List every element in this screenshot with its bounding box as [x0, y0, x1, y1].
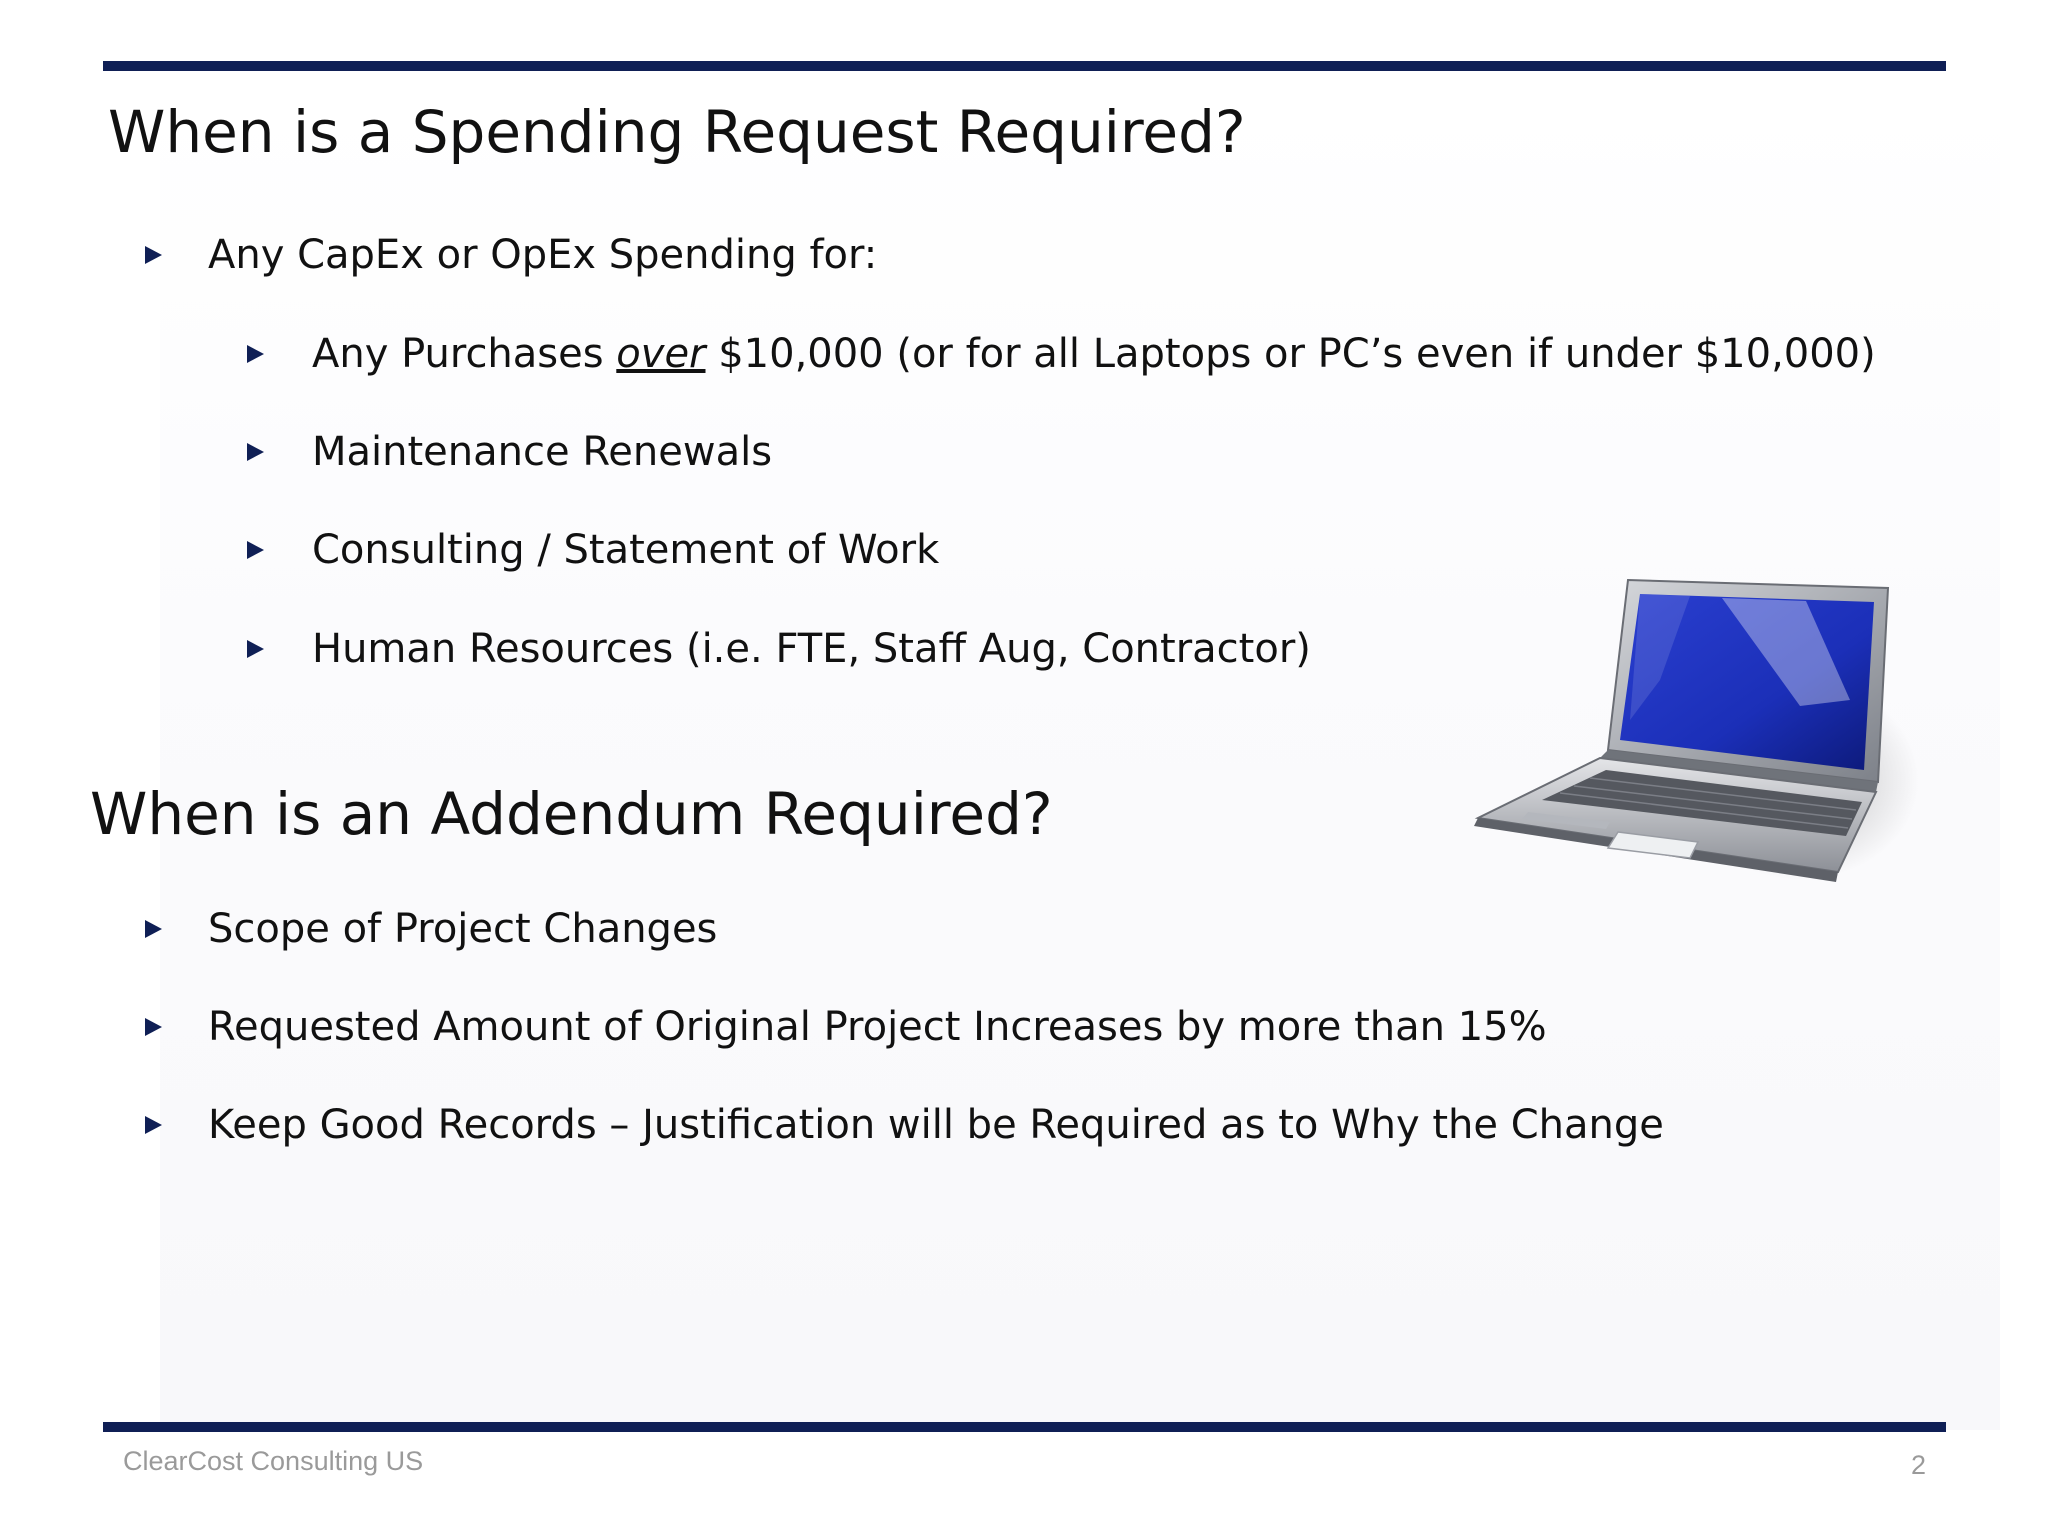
list-item	[145, 1095, 1664, 1155]
addendum-heading: When is an Addendum Required?	[90, 780, 1053, 848]
list-item	[247, 422, 772, 482]
list-item-label: Scope of Project Changes	[208, 906, 718, 952]
list-item-label: Human Resources (i.e. FTE, Staff Aug, Contractor)	[312, 626, 1311, 672]
spending-request-heading: When is a Spending Request Required?	[108, 98, 1246, 166]
page-number: 2	[1910, 1450, 1926, 1480]
arrow-bullet-icon	[145, 1018, 162, 1036]
purchases-item	[247, 324, 1876, 384]
list-item-label: Keep Good Records – Justification will be Required as to Why the Change	[208, 1102, 1664, 1148]
purchases-emphasis: over	[616, 331, 706, 377]
purchases-label	[312, 331, 1876, 377]
arrow-bullet-icon	[247, 443, 264, 461]
list-item	[247, 619, 1311, 679]
footer-company: ClearCost Consulting US	[123, 1446, 424, 1476]
top-rule	[103, 61, 1946, 71]
purchases-prefix: Any Purchases	[312, 331, 617, 377]
purchases-suffix: $10,000 (or for all Laptops or PC’s even if under $10,000)	[705, 331, 1876, 377]
list-item-label: Requested Amount of Original Project Increases by more than 15%	[208, 1004, 1547, 1050]
laptop-icon	[1470, 560, 1930, 900]
arrow-bullet-icon	[145, 920, 162, 938]
spending-intro-item	[145, 225, 877, 285]
spending-intro-label: Any CapEx or OpEx Spending for:	[208, 232, 878, 278]
bottom-rule	[103, 1422, 1946, 1432]
list-item	[145, 899, 717, 959]
list-item	[145, 997, 1547, 1057]
arrow-bullet-icon	[247, 541, 264, 559]
arrow-bullet-icon	[145, 246, 162, 264]
arrow-bullet-icon	[247, 345, 264, 363]
list-item-label: Consulting / Statement of Work	[312, 527, 940, 573]
list-item	[247, 520, 939, 580]
arrow-bullet-icon	[247, 640, 264, 658]
arrow-bullet-icon	[145, 1116, 162, 1134]
list-item-label: Maintenance Renewals	[312, 429, 773, 475]
